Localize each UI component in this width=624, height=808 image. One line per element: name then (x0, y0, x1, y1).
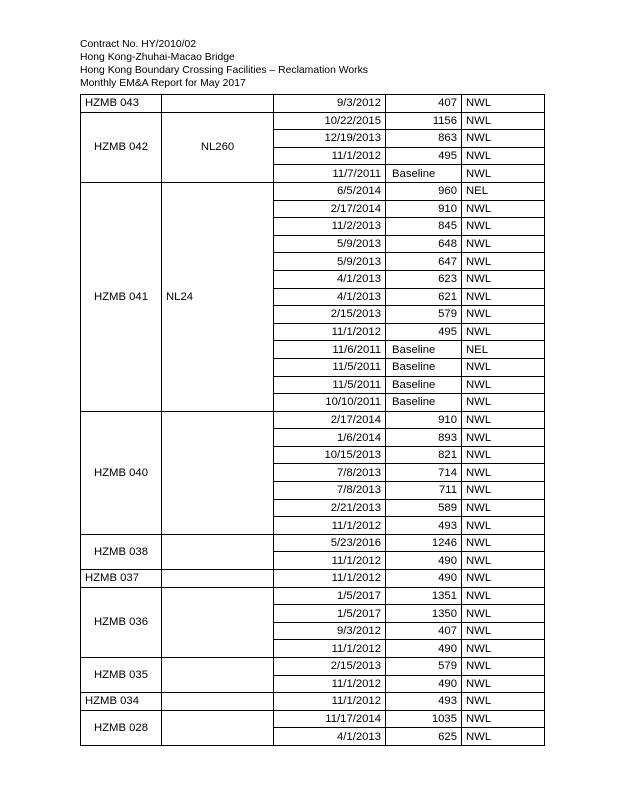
value-cell: 960 (386, 182, 462, 200)
date-cell: 11/6/2011 (274, 341, 386, 359)
date-cell: 2/17/2014 (274, 411, 386, 429)
value-cell: 495 (386, 147, 462, 165)
type-cell: NWL (462, 552, 545, 570)
value-cell: 493 (386, 693, 462, 711)
date-cell: 6/5/2014 (274, 182, 386, 200)
station-cell: HZMB 037 (81, 570, 162, 588)
value-cell: 625 (386, 728, 462, 746)
value-cell: 711 (386, 482, 462, 500)
table-row (81, 411, 545, 429)
date-cell: 11/1/2012 (274, 693, 386, 711)
date-cell: 5/23/2016 (274, 534, 386, 552)
value-cell: 893 (386, 429, 462, 447)
date-cell: 4/1/2013 (274, 728, 386, 746)
value-cell: 579 (386, 306, 462, 324)
date-cell: 10/22/2015 (274, 112, 386, 130)
location-cell: NL260 (162, 112, 274, 182)
type-cell: NWL (462, 235, 545, 253)
date-cell: 2/17/2014 (274, 200, 386, 218)
type-cell: NWL (462, 288, 545, 306)
table-row (81, 693, 545, 711)
type-cell: NWL (462, 464, 545, 482)
date-cell: 7/8/2013 (274, 482, 386, 500)
type-cell: NWL (462, 270, 545, 288)
value-cell: 863 (386, 130, 462, 148)
type-cell: NWL (462, 358, 545, 376)
location-cell: NL24 (162, 182, 274, 411)
contract-number: Contract No. HY/2010/02 (80, 39, 197, 50)
value-cell: Baseline (386, 165, 462, 183)
location-cell (162, 95, 274, 113)
type-cell: NWL (462, 130, 545, 148)
type-cell: NEL (462, 182, 545, 200)
type-cell: NEL (462, 341, 545, 359)
date-cell: 11/5/2011 (274, 376, 386, 394)
station-cell: HZMB 036 (81, 587, 162, 657)
date-cell: 1/6/2014 (274, 429, 386, 447)
table-row (81, 710, 545, 728)
table-row (81, 658, 545, 676)
date-cell: 11/17/2014 (274, 710, 386, 728)
type-cell: NWL (462, 95, 545, 113)
value-cell: 621 (386, 288, 462, 306)
table-row (81, 112, 545, 130)
type-cell: NWL (462, 376, 545, 394)
type-cell: NWL (462, 728, 545, 746)
type-cell: NWL (462, 218, 545, 236)
table-row (81, 182, 545, 200)
location-cell (162, 570, 274, 588)
type-cell: NWL (462, 394, 545, 412)
date-cell: 9/3/2012 (274, 622, 386, 640)
station-cell: HZMB 034 (81, 693, 162, 711)
date-cell: 12/19/2013 (274, 130, 386, 148)
value-cell: 1350 (386, 605, 462, 623)
type-cell: NWL (462, 640, 545, 658)
value-cell: 579 (386, 658, 462, 676)
type-cell: NWL (462, 482, 545, 500)
date-cell: 11/1/2012 (274, 323, 386, 341)
value-cell: 647 (386, 253, 462, 271)
type-cell: NWL (462, 446, 545, 464)
date-cell: 9/3/2012 (274, 95, 386, 113)
date-cell: 4/1/2013 (274, 288, 386, 306)
table-row (81, 587, 545, 605)
value-cell: Baseline (386, 376, 462, 394)
location-cell (162, 658, 274, 693)
date-cell: 7/8/2013 (274, 464, 386, 482)
value-cell: 490 (386, 675, 462, 693)
value-cell: 1246 (386, 534, 462, 552)
date-cell: 2/15/2013 (274, 658, 386, 676)
date-cell: 11/7/2011 (274, 165, 386, 183)
report-title: Monthly EM&A Report for May 2017 (80, 78, 246, 89)
value-cell: 589 (386, 499, 462, 517)
type-cell: NWL (462, 323, 545, 341)
value-cell: 1035 (386, 710, 462, 728)
date-cell: 11/1/2012 (274, 517, 386, 535)
value-cell: 910 (386, 200, 462, 218)
value-cell: 623 (386, 270, 462, 288)
date-cell: 10/10/2011 (274, 394, 386, 412)
type-cell: NWL (462, 570, 545, 588)
type-cell: NWL (462, 411, 545, 429)
date-cell: 11/1/2012 (274, 570, 386, 588)
type-cell: NWL (462, 534, 545, 552)
value-cell: Baseline (386, 358, 462, 376)
table-row (81, 534, 545, 552)
value-cell: 495 (386, 323, 462, 341)
value-cell: 490 (386, 552, 462, 570)
location-cell (162, 411, 274, 534)
station-cell: HZMB 035 (81, 658, 162, 693)
value-cell: 493 (386, 517, 462, 535)
date-cell: 5/9/2013 (274, 235, 386, 253)
type-cell: NWL (462, 112, 545, 130)
location-cell (162, 710, 274, 745)
value-cell: 648 (386, 235, 462, 253)
table-row (81, 570, 545, 588)
value-cell: 910 (386, 411, 462, 429)
value-cell: 490 (386, 640, 462, 658)
type-cell: NWL (462, 429, 545, 447)
location-cell (162, 587, 274, 657)
type-cell: NWL (462, 587, 545, 605)
type-cell: NWL (462, 253, 545, 271)
date-cell: 11/1/2012 (274, 640, 386, 658)
type-cell: NWL (462, 605, 545, 623)
station-cell: HZMB 042 (81, 112, 162, 182)
survey-table-body (81, 95, 545, 746)
date-cell: 10/15/2013 (274, 446, 386, 464)
location-cell (162, 534, 274, 569)
station-cell: HZMB 043 (81, 95, 162, 113)
type-cell: NWL (462, 675, 545, 693)
works-title: Hong Kong Boundary Crossing Facilities – Reclamation Works (80, 65, 368, 76)
value-cell: 1156 (386, 112, 462, 130)
type-cell: NWL (462, 165, 545, 183)
date-cell: 5/9/2013 (274, 253, 386, 271)
value-cell: 1351 (386, 587, 462, 605)
table-row (81, 95, 545, 113)
value-cell: 407 (386, 95, 462, 113)
value-cell: 845 (386, 218, 462, 236)
station-cell: HZMB 040 (81, 411, 162, 534)
value-cell: 490 (386, 570, 462, 588)
date-cell: 11/5/2011 (274, 358, 386, 376)
value-cell: 821 (386, 446, 462, 464)
date-cell: 2/21/2013 (274, 499, 386, 517)
station-cell: HZMB 041 (81, 182, 162, 411)
project-name: Hong Kong-Zhuhai-Macao Bridge (80, 52, 235, 63)
type-cell: NWL (462, 306, 545, 324)
type-cell: NWL (462, 693, 545, 711)
type-cell: NWL (462, 200, 545, 218)
value-cell: Baseline (386, 394, 462, 412)
report-header (80, 38, 368, 90)
survey-table (80, 94, 545, 746)
date-cell: 1/5/2017 (274, 605, 386, 623)
date-cell: 1/5/2017 (274, 587, 386, 605)
type-cell: NWL (462, 622, 545, 640)
date-cell: 4/1/2013 (274, 270, 386, 288)
value-cell: Baseline (386, 341, 462, 359)
location-cell (162, 693, 274, 711)
station-cell: HZMB 038 (81, 534, 162, 569)
value-cell: 407 (386, 622, 462, 640)
date-cell: 2/15/2013 (274, 306, 386, 324)
type-cell: NWL (462, 658, 545, 676)
date-cell: 11/1/2012 (274, 552, 386, 570)
date-cell: 11/1/2012 (274, 675, 386, 693)
value-cell: 714 (386, 464, 462, 482)
date-cell: 11/1/2012 (274, 147, 386, 165)
type-cell: NWL (462, 710, 545, 728)
date-cell: 11/2/2013 (274, 218, 386, 236)
station-cell: HZMB 028 (81, 710, 162, 745)
type-cell: NWL (462, 517, 545, 535)
type-cell: NWL (462, 147, 545, 165)
type-cell: NWL (462, 499, 545, 517)
